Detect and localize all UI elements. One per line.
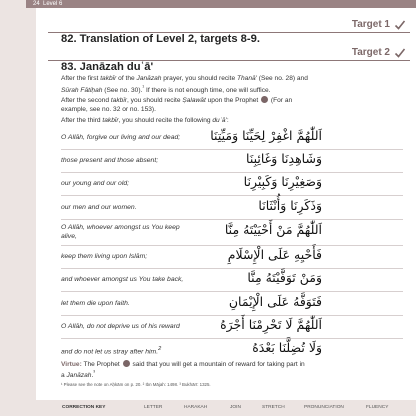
row-divider [61,219,403,220]
dua-arabic-line: فَتَوَفَّهُ عَلَى الْإِيْمَانِ [228,294,322,309]
side-stripe [0,0,36,416]
footnotes: ¹ Please see the note on Aḥkām on p. 20. ² Ibn Mājah: 1498. ³ Bukhārī: 1325. [61,382,211,387]
row-divider [61,338,403,339]
dua-translation-line-cont: alive, [61,233,77,240]
target-1-label: Target 1 [351,19,390,30]
instruction-paragraph-2: After the second takbīr, you should recite Ṣalawāt upon the Prophet (For an example, see no. 32 or no. 153). [61,97,293,113]
target-1-row [48,18,410,33]
prophet-salutation-icon [123,360,130,367]
dua-translation-line: O Allāh, do not deprive us of his reward [61,323,180,330]
target-2-row [48,46,410,61]
dua-translation-line: our men and our women. [61,204,137,211]
legend-letter: LETTER [144,405,163,410]
page-number: 24 [33,1,40,7]
dua-arabic-line: وَشَاهِدِنَا وَغَائِبِنَا [246,151,322,166]
dua-translation-line: let them die upon faith. [61,300,130,307]
dua-translation-line: and whoever amongst us You take back, [61,276,184,283]
dua-arabic-line: اَللّٰهُمَّ اغْفِرْ لِحَيِّنَا وَمَيِّتِنَا [210,128,322,143]
row-divider [61,291,403,292]
dua-translation-line: keep them living upon Islām; [61,253,148,260]
legend-fluency: FLUENCY [366,405,389,410]
row-divider [61,149,403,150]
dua-arabic-line: اَللّٰهُمَّ مَنْ أَحْيَيْتَهُ مِنَّا [224,222,322,237]
dua-translation-line: those present and those absent; [61,157,159,164]
dua-translation-line: our young and our old; [61,180,130,187]
row-divider [61,195,403,196]
section-83-title: 83. Janāzah duʿā' [61,61,154,73]
dua-translation-line: O Allāh, whoever amongst us You keep [61,224,180,231]
section-82-title: 82. Translation of Level 2, targets 8-9. [61,33,260,45]
dua-translation-line: and do not let us stray after him.$^2$ [61,346,162,356]
row-divider [61,268,403,269]
dua-translation-line: O Allāh, forgive our living and our dead; [61,134,181,141]
correction-key-label: CORRECTION KEY [62,405,106,410]
page-header-bar [26,0,416,8]
level-label: Level 6 [43,1,63,7]
checkmark-icon [394,47,406,59]
dua-arabic-line: وَمَنْ تَوَفَّيْتَهُ مِنَّا [247,270,322,285]
virtue-paragraph: Virtue: The Prophet said that you will get a mountain of reward for taking part in a Janāzah.$^{^3}$ [61,361,305,380]
row-divider [61,315,403,316]
dua-arabic-line: فَأَحْيِهِ عَلَى الْإِسْلَامِ [227,247,322,262]
dua-arabic-line: وَلَا تُضِلَّنَا بَعْدَهُ [252,340,322,355]
dua-arabic-line: اَللّٰهُمَّ لَا تَحْرِمْنَا أَجْرَهُ [220,317,322,332]
row-divider [61,172,403,173]
instruction-paragraph-1: After the first takbīr of the Janāzah prayer, you should recite Thanā' (See no. 28) and Sūrah Fātiḥah (See no. 30).$^{^1}$ If there is not enough time, one will suffice. [61,75,308,94]
correction-key-bar [36,400,416,416]
legend-harakah: HARAKAH [184,405,208,410]
legend-pronunciation: PRONUNCIATION [304,405,344,410]
target-2-label: Target 2 [351,47,390,58]
checkmark-icon [394,19,406,31]
instruction-paragraph-3: After the third takbīr, you should recite the following duʿā': [61,117,229,124]
prophet-salutation-icon [261,96,268,103]
dua-arabic-line: وَذَكَرِنَا وَأُنْثَانَا [258,198,322,213]
legend-stretch: STRETCH [262,405,285,410]
row-divider [61,245,403,246]
dua-arabic-line: وَصَغِيْرِنَا وَكَبِيْرِنَا [243,174,322,189]
legend-join: JOIN [230,405,241,410]
